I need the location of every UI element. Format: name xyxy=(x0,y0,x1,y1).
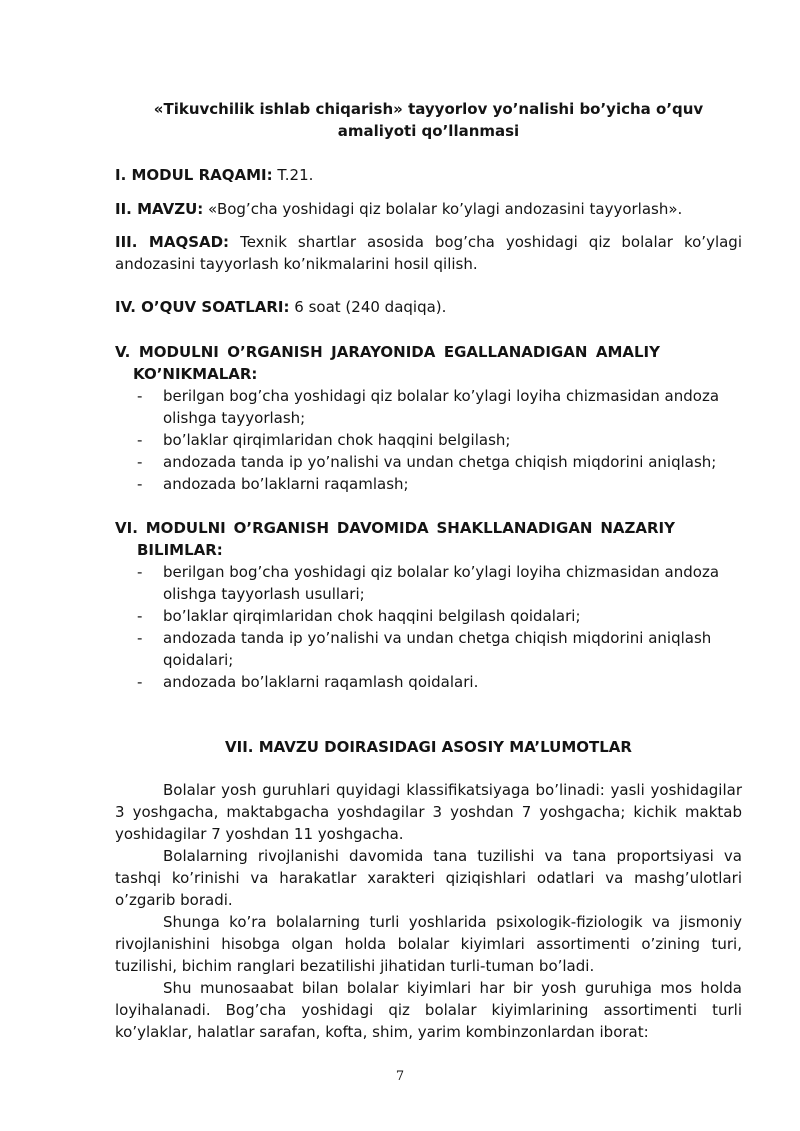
document-title xyxy=(115,98,742,142)
modul-raqami xyxy=(115,164,742,186)
section-5-heading xyxy=(115,341,742,385)
mavzu-label: II. MAVZU: xyxy=(115,200,204,218)
title-line-2: amaliyoti qo’llanmasi xyxy=(337,122,520,140)
list-item-text: andozada tanda ip yo’nalishi va undan chetga chiqish miqdorini aniqlash; xyxy=(163,453,717,471)
list-item-text: andozada tanda ip yo’nalishi va undan chetga chiqish miqdorini aniqlash qoidalari; xyxy=(163,629,712,669)
section-5-heading-line-1: V. MODULNI O’RGANISH JARAYONIDA EGALLANADIGAN AMALIY xyxy=(115,343,660,361)
bullet-dash: - xyxy=(137,387,143,405)
section-6-list xyxy=(115,561,742,693)
list-item-text: andozada bo’laklarni raqamlash qoidalari. xyxy=(163,673,479,691)
modul-label: I. MODUL RAQAMI: xyxy=(115,166,273,184)
section-7-body xyxy=(115,779,742,1043)
paragraph: Shunga ko’ra bolalarning turli yoshlarida psixologik-fiziologik va jismoniy rivojlanishini hisobga olgan holda bolalar kiyimlari assortimenti o’zining turi, tuzilishi, bichim ranglari bezatilishi jihatidan turli-tuman bo’ladi. xyxy=(115,913,742,975)
list-item xyxy=(115,473,742,495)
mavzu-value: «Bog’cha yoshidagi qiz bolalar ko’ylagi andozasini tayyorlash». xyxy=(203,200,683,218)
section-6-heading-line-2: BILIMLAR: xyxy=(137,541,223,559)
bullet-dash: - xyxy=(137,475,143,493)
list-item-text: berilgan bog’cha yoshidagi qiz bolalar ko’ylagi loyiha chizmasidan andoza olishga tayyorlash usullari; xyxy=(163,563,720,603)
bullet-dash: - xyxy=(137,673,143,691)
section-6-heading-line-1: VI. MODULNI O’RGANISH DAVOMIDA SHAKLLANADIGAN NAZARIY xyxy=(115,519,675,537)
list-item-text: berilgan bog’cha yoshidagi qiz bolalar ko’ylagi loyiha chizmasidan andoza olishga tayyorlash; xyxy=(163,387,720,427)
list-item xyxy=(115,429,742,451)
list-item xyxy=(115,561,742,605)
section-5-heading-line-2: KO’NIKMALAR: xyxy=(133,365,258,383)
paragraph: Bolalar yosh guruhlari quyidagi klassifikatsiyaga bo’linadi: yasli yoshidagilar 3 yoshgacha, maktabgacha yoshdagilar 3 yoshdan 7 yoshgacha; kichik maktab yoshidagilar 7 yoshdan 11 yoshgacha. xyxy=(115,781,742,843)
oquv-soatlari xyxy=(115,296,742,318)
mavzu xyxy=(115,198,742,220)
list-item xyxy=(115,451,742,473)
bullet-dash: - xyxy=(137,431,143,449)
list-item-text: bo’laklar qirqimlaridan chok haqqini belgilash; xyxy=(163,431,511,449)
bullet-dash: - xyxy=(137,453,143,471)
title-line-1: «Tikuvchilik ishlab chiqarish» tayyorlov yo’nalishi bo’yicha o’quv xyxy=(153,100,704,118)
list-item xyxy=(115,605,742,627)
bullet-dash: - xyxy=(137,629,143,647)
maqsad-label: III. MAQSAD: xyxy=(115,233,230,251)
soatlari-value: 6 soat (240 daqiqa). xyxy=(289,298,447,316)
bullet-dash: - xyxy=(137,607,143,625)
maqsad xyxy=(115,231,742,275)
list-item xyxy=(115,385,742,429)
section-5-list xyxy=(115,385,742,495)
list-item-text: bo’laklar qirqimlaridan chok haqqini belgilash qoidalari; xyxy=(163,607,581,625)
section-7-heading: VII. MAVZU DOIRASIDAGI ASOSIY MA’LUMOTLAR xyxy=(225,738,632,756)
section-6-heading xyxy=(115,517,742,561)
list-item xyxy=(115,671,742,693)
paragraph: Shu munosaabat bilan bolalar kiyimlari har bir yosh guruhiga mos holda loyihalanadi. Bog’cha yoshidagi qiz bolalar kiyimlarining assortimenti turli ko’ylaklar, halatlar sarafan, kofta, shim, yarim kombinzonlardan iborat: xyxy=(115,979,742,1041)
maqsad-value: Texnik shartlar asosida bog’cha yoshidagi qiz bolalar ko’ylagi andozasini tayyorlash ko’nikmalarini hosil qilish. xyxy=(115,233,742,273)
paragraph: Bolalarning rivojlanishi davomida tana tuzilishi va tana proportsiyasi va tashqi ko’rinishi va harakatlar xarakteri qiziqishlari odatlari va mashg’ulotlari o’zgarib boradi. xyxy=(115,847,742,909)
modul-value: T.21. xyxy=(272,166,314,184)
page-number: 7 xyxy=(395,1069,405,1084)
bullet-dash: - xyxy=(137,563,143,581)
soatlari-label: IV. O’QUV SOATLARI: xyxy=(115,298,290,316)
list-item-text: andozada bo’laklarni raqamlash; xyxy=(163,475,409,493)
list-item xyxy=(115,627,742,671)
